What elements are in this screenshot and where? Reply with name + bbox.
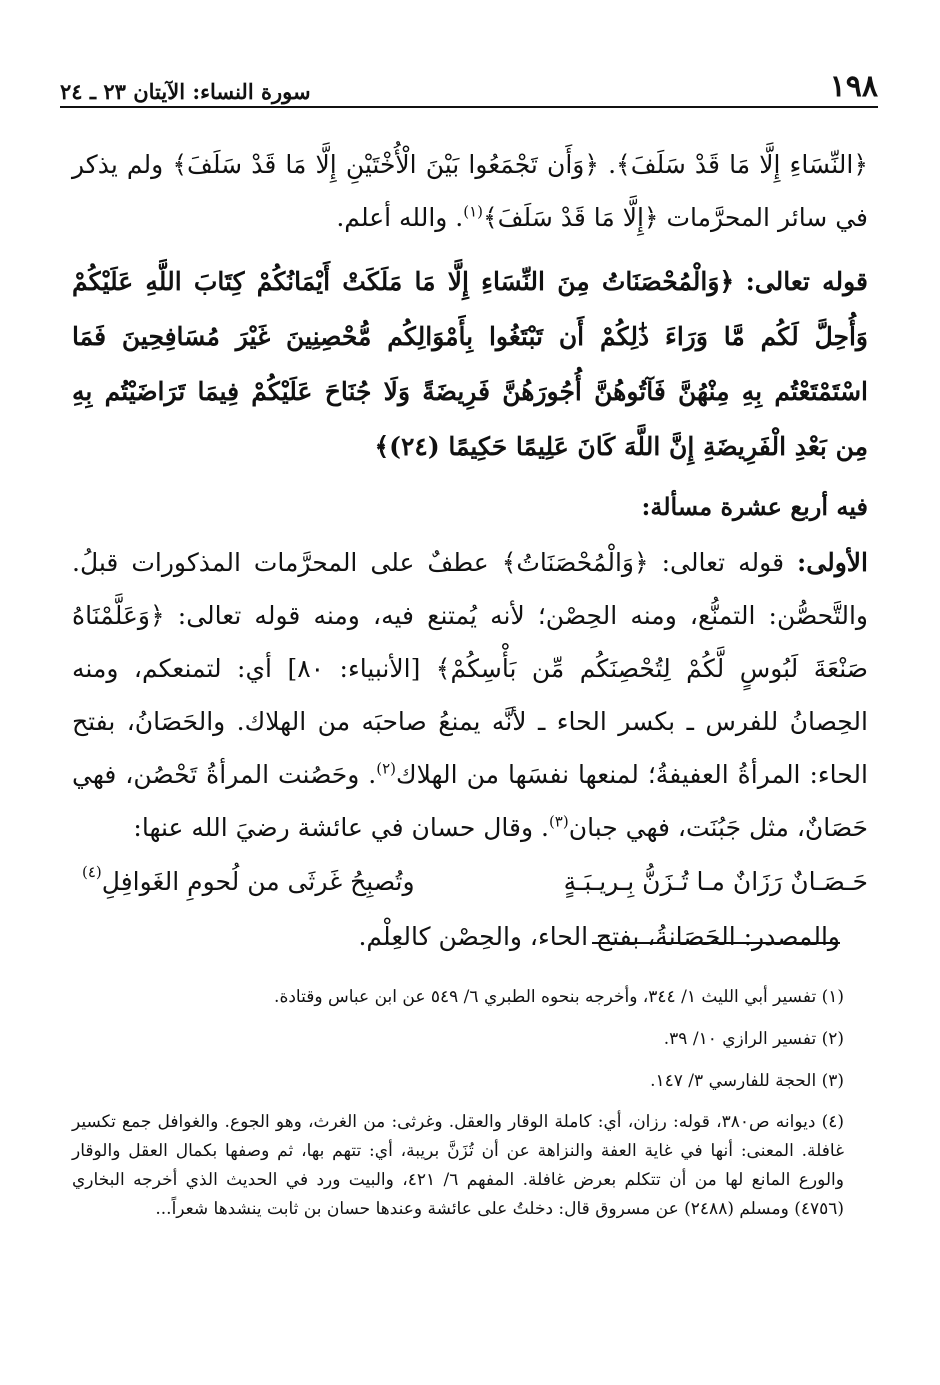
opening-verse-text: ﴿النِّسَاءِ إِلَّا مَا قَدْ سَلَفَ﴾. ﴿وَأَن تَجْمَعُوا بَيْنَ الْأُخْتَيْنِ إِلَّا مَا قَدْ سَلَفَ﴾ ولم يذكر في سائر المحرَّمات ﴿إِلَّا مَا قَدْ سَلَفَ﴾ bbox=[72, 150, 868, 232]
footnote-ref-2: (٢) bbox=[376, 759, 397, 778]
closing-line: والمصدر: الحَصَانةُ، بفتح الحاء، والحِصْن كالعِلْم. bbox=[358, 922, 840, 951]
first-issue-text: قوله تعالى: ﴿وَالْمُحْصَنَاتُ﴾ عطفٌ على المحرَّمات المذكورات قبلُ. والتَّحصُّن: التمنُّع، ومنه الحِصْن؛ لأنه يُمتنع فيه، ومنه قوله تعالى: ﴿وَعَلَّمْنَاهُ صَنْعَةَ لَبُوسٍ لَّكُمْ لِتُحْصِنَكُم مِّن بَأْسِكُمْ﴾ [الأنبياء: ٨٠] أي: لتمنعكم، ومنه الحِصانُ للفرس ـ بكسر الحاء ـ لأنَّه يمنعُ صاحبَه من الهلاك. والحَصَانُ، بفتح الحاء: المرأةُ العفيفةُ؛ لمنعها نفسَها من الهلاك bbox=[72, 548, 868, 789]
verse-paragraph bbox=[72, 254, 868, 474]
poem-verse bbox=[72, 854, 868, 910]
footnote-ref-3: (٣) bbox=[548, 812, 569, 831]
first-issue-text-3: . وقال حسان في عائشة رضيَ الله عنها: bbox=[133, 813, 549, 842]
footnote-ref-4: (٤) bbox=[82, 862, 102, 881]
opening-paragraph bbox=[72, 138, 868, 244]
first-issue-text-2: . وحَصُنت المرأةُ تَحْصُن، فهي حَصَانٌ، مثل جَبُنَت، فهي جبان bbox=[72, 760, 868, 842]
chapter-title: سورة النساء: الآيتان ٢٣ ـ ٢٤ bbox=[60, 79, 311, 104]
poem-second-hemistich: وتُصبِحُ غَرثَى من لُحومِ الغَوافِلِ bbox=[101, 867, 415, 896]
poem-second-hemistich-wrap bbox=[82, 854, 415, 910]
footnote-4: (٤) ديوانه ص٣٨٠، قوله: رزان، أي: كاملة الوقار والعقل. وغرثى: من الغرث، وهو الجوع. والغوافل جمع تكسير غافلة. المعنى: أنها في غاية العفة والنزاهة عن أن تُزَنَّ بريبة، أي: تتهم بها، ثم وصفها بكمال العقل والوقار والورع المانع لها من أن تتكلم بعرض غافلة. المفهم ٦/ ٤٢١، والبيت ورد في الحديث الذي أخرجه البخاري (٤٧٥٦) ومسلم (٢٤٨٨) عن مسروق قال: دخلتُ على عائشة وعندها حسان بن ثابت ينشدها شعراً... bbox=[72, 1112, 844, 1219]
poem-first-hemistich: حَـصَـانٌ رَزَانٌ مـا تُـزَنُّ بِـريـبَـةٍ bbox=[563, 867, 868, 896]
page-number: ١٩٨ bbox=[829, 69, 878, 104]
opening-tail: . والله أعلم. bbox=[336, 203, 464, 232]
footnote-divider bbox=[592, 942, 840, 944]
main-text bbox=[72, 138, 868, 963]
running-header bbox=[60, 66, 878, 108]
footnote-2: (٢) تفسير الرازي ١٠/ ٣٩. bbox=[663, 1029, 844, 1049]
footnotes bbox=[72, 982, 844, 1236]
first-issue-label: الأولى: bbox=[797, 548, 869, 577]
section-title: فيه أربع عشرة مسألة: bbox=[641, 492, 868, 521]
footnote-3: (٣) الحجة للفارسي ٣/ ١٤٧. bbox=[650, 1071, 844, 1091]
verse-block bbox=[72, 254, 868, 474]
footnote-ref-1: (١) bbox=[463, 202, 484, 221]
quran-verse: ﴿وَالْمُحْصَنَاتُ مِنَ النِّسَاءِ إِلَّا مَا مَلَكَتْ أَيْمَانُكُمْ كِتَابَ اللَّهِ عَلَيْكُمْ وَأُحِلَّ لَكُم مَّا وَرَاءَ ذَٰلِكُمْ أَن تَبْتَغُوا بِأَمْوَالِكُم مُّحْصِنِينَ غَيْرَ مُسَافِحِينَ فَمَا اسْتَمْتَعْتُم بِهِ مِنْهُنَّ فَآتُوهُنَّ أُجُورَهُنَّ فَرِيضَةً وَلَا جُنَاحَ عَلَيْكُمْ فِيمَا تَرَاضَيْتُم بِهِ مِن بَعْدِ الْفَرِيضَةِ إِنَّ اللَّهَ كَانَ عَلِيمًا حَكِيمًا (٢٤)﴾ bbox=[72, 267, 868, 461]
footnote-1: (١) تفسير أبي الليث ١/ ٣٤٤، وأخرجه بنحوه الطبري ٦/ ٥٤٩ عن ابن عباس وقتادة. bbox=[274, 987, 844, 1007]
verse-intro: قوله تعالى: bbox=[745, 267, 868, 296]
first-issue-paragraph bbox=[72, 536, 868, 854]
